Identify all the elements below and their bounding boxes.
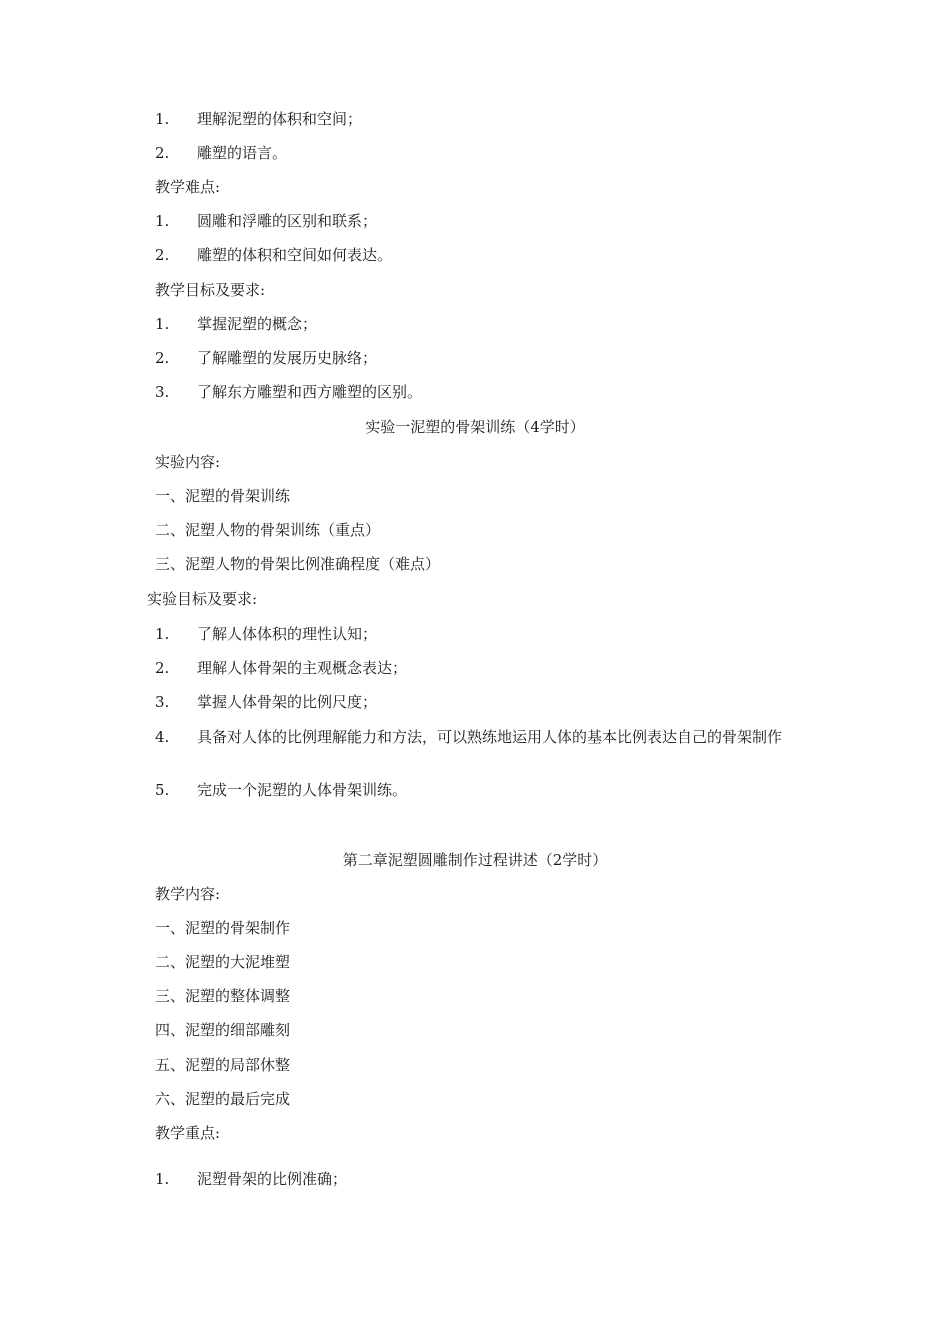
- item-text: 了解雕塑的发展历史脉络；: [197, 349, 378, 367]
- item-text: 掌握泥塑的概念；: [197, 315, 318, 333]
- item-number: 4.: [155, 728, 170, 746]
- list-item: 六、泥塑的最后完成: [155, 1090, 291, 1108]
- list-item: 三、泥塑的整体调整: [155, 987, 291, 1005]
- chapter-title: 第二章泥塑圆雕制作过程讲述（2学时）: [342, 851, 608, 869]
- item-number: 2.: [155, 246, 170, 264]
- item-number: 2.: [155, 349, 170, 367]
- item-text: 圆雕和浮雕的区别和联系；: [197, 212, 378, 230]
- list-item: 三、泥塑人物的骨架比例准确程度（难点）: [155, 555, 441, 573]
- list-item: 四、泥塑的细部雕刻: [155, 1021, 291, 1039]
- goals-label: 教学目标及要求:: [155, 281, 266, 299]
- item-text: 了解东方雕塑和西方雕塑的区别。: [197, 383, 423, 401]
- item-text: 完成一个泥塑的人体骨架训练。: [197, 781, 408, 799]
- list-item: 一、泥塑的骨架制作: [155, 919, 291, 937]
- difficulty-label: 教学难点:: [155, 178, 221, 196]
- list-item: 二、泥塑的大泥堆塑: [155, 953, 291, 971]
- item-number: 1.: [155, 1170, 170, 1188]
- experiment-title: 实验一泥塑的骨架训练（4学时）: [365, 418, 585, 436]
- list-item: 二、泥塑人物的骨架训练（重点）: [155, 521, 381, 539]
- item-text: 雕塑的语言。: [197, 144, 288, 162]
- item-number: 3.: [155, 693, 170, 711]
- experiment-content-label: 实验内容:: [155, 453, 221, 471]
- item-text: 了解人体体积的理性认知；: [197, 625, 378, 643]
- chapter-content-label: 教学内容:: [155, 885, 221, 903]
- item-text: 掌握人体骨架的比例尺度；: [197, 693, 378, 711]
- item-number: 1.: [155, 315, 170, 333]
- item-text: 理解泥塑的体积和空间；: [197, 110, 363, 128]
- list-item: 一、泥塑的骨架训练: [155, 487, 291, 505]
- item-text: 泥塑骨架的比例准确；: [197, 1170, 348, 1188]
- item-number: 5.: [155, 781, 170, 799]
- item-number: 1.: [155, 212, 170, 230]
- item-text: 雕塑的体积和空间如何表达。: [197, 246, 393, 264]
- item-number: 3.: [155, 383, 170, 401]
- list-item: 五、泥塑的局部休整: [155, 1056, 291, 1074]
- list-item: [120, 727, 840, 748]
- experiment-goals-label: 实验目标及要求:: [147, 590, 258, 608]
- item-number: 2.: [155, 659, 170, 677]
- item-number: 2.: [155, 144, 170, 162]
- key-points-label: 教学重点:: [155, 1124, 221, 1142]
- item-number: 1.: [155, 110, 170, 128]
- item-number: 1.: [155, 625, 170, 643]
- item-text: 具备对人体的比例理解能力和方法，可以熟练地运用人体的基本比例表达自己的骨架制作: [197, 728, 783, 746]
- item-text: 理解人体骨架的主观概念表达；: [197, 659, 408, 677]
